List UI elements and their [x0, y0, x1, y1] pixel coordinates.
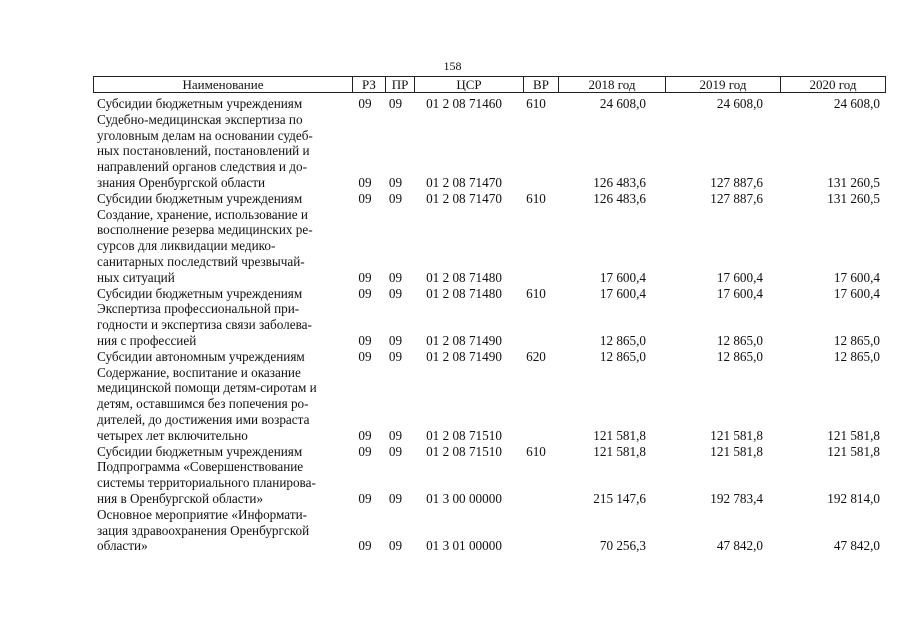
row-2019: 12 865,0 [716, 348, 763, 364]
row-rz: 09 [358, 427, 372, 443]
row-2019: 17 600,4 [716, 269, 763, 285]
row-2018: 121 581,8 [593, 427, 646, 443]
row-csr: 01 2 08 71480 [426, 269, 502, 285]
row-2020: 121 581,8 [827, 443, 880, 459]
row-name [93, 96, 348, 112]
row-name-line: знания Оренбургской области [97, 174, 266, 190]
row-name-line: Субсидии бюджетным учреждениям [97, 96, 303, 111]
row-pr: 09 [388, 348, 403, 364]
row-2018: 215 147,6 [593, 490, 646, 506]
table-row [93, 507, 893, 554]
row-csr: 01 2 08 71480 [426, 285, 502, 301]
row-csr: 01 3 00 00000 [426, 490, 502, 506]
row-pr: 09 [388, 332, 403, 348]
row-pr: 09 [388, 96, 403, 111]
row-name-line: ных ситуаций [97, 269, 175, 285]
row-vr: 610 [526, 285, 546, 301]
header-2019: 2019 год [666, 77, 781, 92]
row-name-line: ных постановлений, постановлений и [97, 143, 310, 159]
row-name-line: годности и экспертиза связи заболева- [97, 317, 312, 333]
row-csr: 01 2 08 71470 [426, 174, 502, 190]
table-row [93, 365, 893, 444]
row-name [93, 365, 348, 444]
row-rz: 09 [358, 96, 372, 111]
row-name-line: Подпрограмма «Совершенствование [97, 459, 304, 475]
row-2020: 17 600,4 [833, 269, 880, 285]
row-vr [519, 538, 553, 554]
row-2019: 192 783,4 [710, 490, 763, 506]
row-pr: 09 [388, 174, 403, 190]
row-vr: 610 [526, 190, 546, 206]
row-2019: 121 581,8 [710, 427, 763, 443]
row-name [93, 207, 348, 286]
row-2020: 12 865,0 [833, 348, 880, 364]
row-vr: 610 [526, 443, 546, 459]
row-name [93, 507, 348, 554]
row-2020: 17 600,4 [833, 285, 880, 301]
row-2019: 24 608,0 [716, 96, 763, 111]
row-csr: 01 2 08 71510 [426, 427, 502, 443]
row-name [93, 459, 348, 506]
row-rz: 09 [358, 443, 372, 459]
row-2018: 12 865,0 [599, 332, 646, 348]
row-2019: 121 581,8 [710, 443, 763, 459]
row-pr: 09 [388, 190, 403, 206]
row-name-line: Субсидии бюджетным учреждениям [97, 190, 303, 206]
header-name: Наименование [94, 77, 353, 92]
row-vr [519, 175, 553, 191]
row-2018: 12 865,0 [599, 348, 646, 364]
row-name-line: детям, оставшимся без попечения ро- [97, 396, 309, 412]
row-vr [519, 491, 553, 507]
row-name-line: системы территориального планирова- [97, 475, 316, 491]
row-name-line: зация здравоохранения Оренбургской [97, 522, 310, 538]
row-name [93, 301, 348, 348]
row-name-line: восполнение резерва медицинских ре- [97, 222, 313, 238]
row-2020: 12 865,0 [833, 332, 880, 348]
table-row [93, 444, 893, 460]
row-name [93, 112, 348, 191]
table-header [93, 76, 886, 93]
row-2019: 12 865,0 [716, 332, 763, 348]
table-body [93, 96, 893, 554]
header-2018: 2018 год [559, 77, 666, 92]
row-name-line: Основное мероприятие «Информати- [97, 506, 308, 522]
row-2019: 127 887,6 [710, 174, 763, 190]
row-2018: 24 608,0 [599, 96, 646, 111]
row-rz: 09 [358, 285, 372, 301]
row-2020: 131 260,5 [827, 190, 880, 206]
row-rz: 09 [358, 538, 372, 554]
row-pr: 09 [388, 269, 403, 285]
row-csr: 01 2 08 71460 [426, 96, 502, 111]
row-csr: 01 2 08 71510 [426, 443, 502, 459]
row-2019: 17 600,4 [716, 285, 763, 301]
row-rz: 09 [358, 190, 372, 206]
table-row [93, 191, 893, 207]
header-2020: 2020 год [809, 77, 857, 92]
header-rz: РЗ [353, 77, 386, 92]
row-csr: 01 3 01 00000 [426, 538, 502, 554]
table-row [93, 459, 893, 506]
table-row [93, 301, 893, 348]
row-name-line: ния с профессией [97, 332, 197, 348]
row-vr [519, 270, 553, 286]
row-vr [519, 333, 553, 349]
table-row [93, 207, 893, 286]
row-name [93, 349, 348, 365]
row-name-line: области» [97, 538, 148, 554]
row-2019: 47 842,0 [716, 538, 763, 554]
row-2020: 131 260,5 [827, 174, 880, 190]
row-name-line: Субсидии бюджетным учреждениям [97, 285, 303, 301]
row-2020: 47 842,0 [833, 538, 880, 554]
row-name-line: Судебно-медицинская экспертиза по [97, 111, 303, 127]
header-vr: ВР [524, 77, 559, 92]
row-csr: 01 2 08 71470 [426, 190, 502, 206]
row-2020: 24 608,0 [833, 96, 880, 111]
row-2018: 17 600,4 [599, 269, 646, 285]
header-pr: ПР [386, 77, 415, 92]
row-pr: 09 [388, 443, 403, 459]
row-name-line: санитарных последствий чрезвычай- [97, 253, 305, 269]
table-row [93, 112, 893, 191]
row-rz: 09 [358, 332, 372, 348]
row-vr: 610 [526, 96, 546, 111]
row-csr: 01 2 08 71490 [426, 332, 502, 348]
row-pr: 09 [388, 285, 403, 301]
row-2018: 70 256,3 [599, 538, 646, 554]
row-rz: 09 [358, 269, 372, 285]
row-name-line: уголовным делам на основании судеб- [97, 127, 313, 143]
row-name-line: четырех лет включительно [97, 427, 248, 443]
row-pr: 09 [388, 490, 403, 506]
row-2018: 126 483,6 [593, 190, 646, 206]
row-vr: 620 [526, 348, 546, 364]
row-2018: 126 483,6 [593, 174, 646, 190]
row-pr: 09 [388, 538, 403, 554]
row-rz: 09 [358, 490, 372, 506]
row-name-line: Субсидии бюджетным учреждениям [97, 443, 303, 459]
row-name [93, 191, 348, 207]
row-vr [519, 428, 553, 444]
header-csr: ЦСР [415, 77, 524, 92]
row-pr: 09 [388, 427, 403, 443]
row-name-line: Содержание, воспитание и оказание [97, 364, 301, 380]
table-row [93, 286, 893, 302]
row-2019: 127 887,6 [710, 190, 763, 206]
row-rz: 09 [358, 174, 372, 190]
row-csr: 01 2 08 71490 [426, 348, 502, 364]
row-name-line: Субсидии автономным учреждениям [97, 348, 305, 364]
page-number: 158 [443, 59, 462, 73]
row-2020: 121 581,8 [827, 427, 880, 443]
row-name-line: ния в Оренбургской области» [97, 490, 264, 506]
row-name-line: Создание, хранение, использование и [97, 206, 308, 222]
row-rz: 09 [358, 348, 372, 364]
row-name-line: медицинской помощи детям-сиротам и [97, 380, 317, 396]
row-name [93, 444, 348, 460]
row-2018: 121 581,8 [593, 443, 646, 459]
row-name [93, 286, 348, 302]
table-row [93, 96, 893, 112]
row-name-line: направлений органов следствия и до- [97, 159, 307, 175]
table-row [93, 349, 893, 365]
row-name-line: дителей, до достижения ими возраста [97, 411, 310, 427]
row-2020: 192 814,0 [827, 490, 880, 506]
row-2018: 17 600,4 [599, 285, 646, 301]
row-name-line: Экспертиза профессиональной при- [97, 301, 300, 317]
row-name-line: сурсов для ликвидации медико- [97, 238, 276, 254]
